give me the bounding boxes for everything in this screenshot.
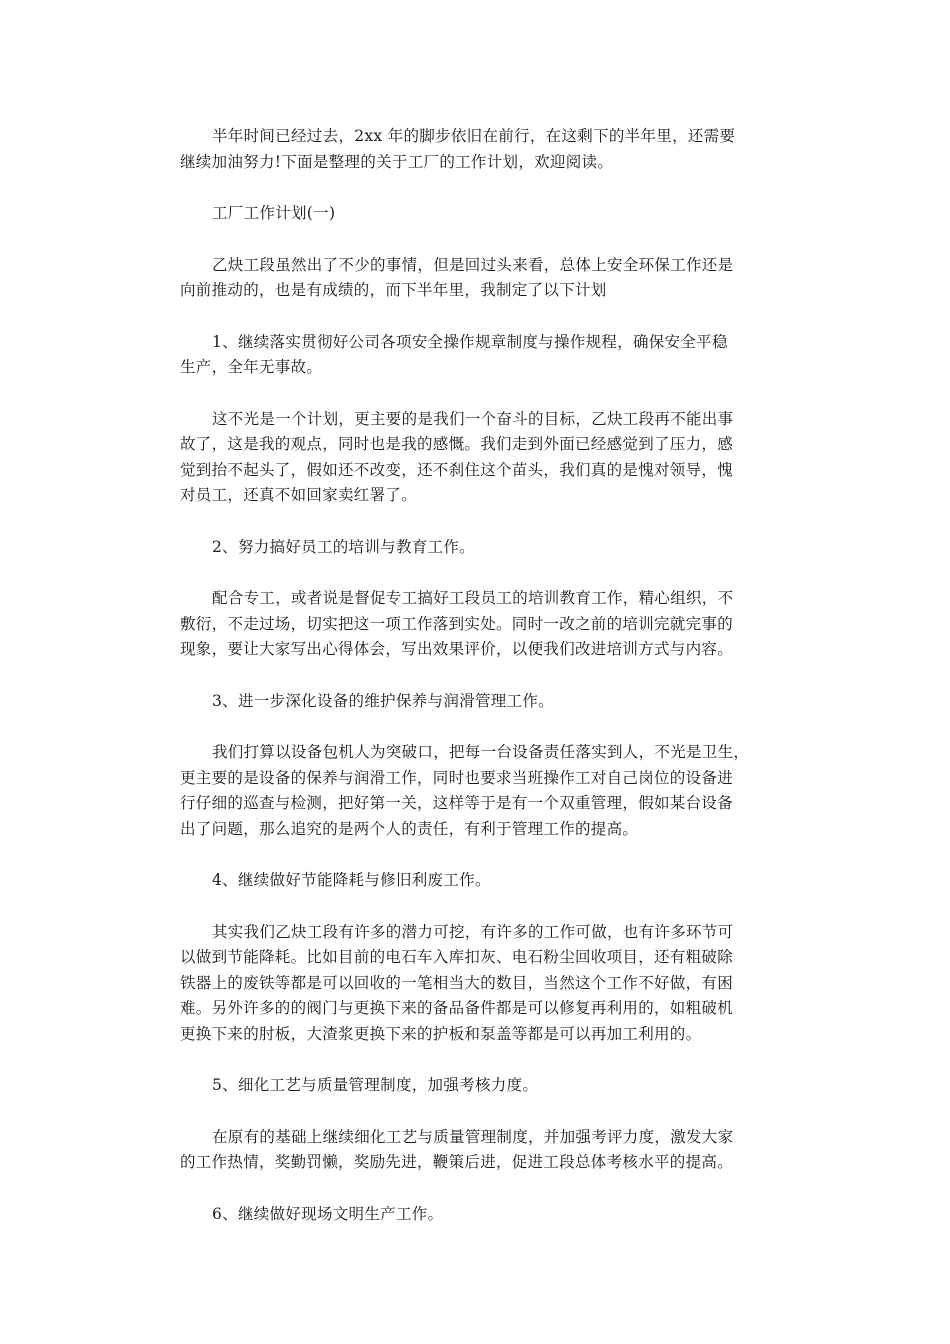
text-line: 半年时间已经过去，2xx 年的脚步依旧在前行，在这剩下的半年里，还需要 xyxy=(212,127,736,145)
text-line: 的工作热情，奖勤罚懒，奖励先进，鞭策后进，促进工段总体考核水平的提高。 xyxy=(180,1153,734,1171)
text-line: 生产，全年无事故。 xyxy=(180,358,323,376)
text-line: 乙炔工段虽然出了不少的事情，但是回过头来看，总体上安全环保工作还是 xyxy=(212,255,734,274)
text-line: 1、继续落实贯彻好公司各项安全操作规章制度与操作规程，确保安全平稳 xyxy=(212,332,728,351)
text-line: 难。另外许多的的阀门与更换下来的备品备件都是可以修复再利用的，如粗破机 xyxy=(180,999,734,1017)
text-line: 对员工，还真不如回家卖红署了。 xyxy=(180,486,418,504)
document-page xyxy=(180,124,772,1253)
plan-item-5: 5、细化工艺与质量管理制度，加强考核力度。 xyxy=(212,1076,539,1094)
text-line: 铁器上的废铁等都是可以回收的一笔相当大的数目，当然这个工作不好做，有困 xyxy=(180,973,734,992)
plan-item-2: 2、努力搞好员工的培训与教育工作。 xyxy=(212,537,475,556)
plan-item-4: 4、继续做好节能降耗与修旧利废工作。 xyxy=(212,871,491,889)
paragraph-5 xyxy=(180,920,772,1048)
paragraph-1 xyxy=(180,253,772,304)
plan-item-1 xyxy=(180,330,772,381)
text-line: 以做到节能降耗。比如目前的电石车入库扣灰、电石粉尘回收项目，还有粗破除 xyxy=(180,948,734,966)
paragraph-6 xyxy=(180,1125,772,1176)
paragraph-2 xyxy=(180,407,772,509)
text-line: 故了，这是我的观点，同时也是我的感慨。我们走到外面已经感觉到了压力，感 xyxy=(180,435,734,453)
text-line: 这不光是一个计划，更主要的是我们一个奋斗的目标，乙炔工段再不能出事 xyxy=(212,409,734,428)
intro-paragraph xyxy=(180,124,772,175)
text-line: 向前推动的，也是有成绩的，而下半年里，我制定了以下计划 xyxy=(180,281,607,299)
text-line: 觉到抬不起头了，假如还不改变，还不刹住这个苗头，我们真的是愧对领导，愧 xyxy=(180,460,734,479)
text-line: 出了问题，那么追究的是两个人的责任，有利于管理工作的提高。 xyxy=(180,819,639,838)
text-line: 其实我们乙炔工段有许多的潜力可挖，有许多的工作可做，也有许多环节可 xyxy=(212,922,734,941)
text-line: 我们打算以设备包机人为突破口，把每一台设备责任落实到人，不光是卫生， xyxy=(212,743,750,761)
text-line: 继续加油努力!下面是整理的关于工厂的工作计划，欢迎阅读。 xyxy=(180,152,614,171)
paragraph-3 xyxy=(180,586,772,663)
text-line: 现象，要让大家写出心得体会，写出效果评价，以便我们改进培训方式与内容。 xyxy=(180,640,734,658)
text-line: 更换下来的肘板，大渣浆更换下来的护板和泵盖等都是可以再加工利用的。 xyxy=(180,1024,702,1043)
plan-item-6: 6、继续做好现场文明生产工作。 xyxy=(212,1204,444,1223)
plan-item-3: 3、进一步深化设备的维护保养与润滑管理工作。 xyxy=(212,691,554,710)
text-line: 敷衍，不走过场，切实把这一项工作落到实处。同时一改之前的培训完就完事的 xyxy=(180,614,734,633)
text-line: 在原有的基础上继续细化工艺与质量管理制度，并加强考评力度，激发大家 xyxy=(212,1127,734,1146)
section-title: 工厂工作计划(一) xyxy=(212,204,336,222)
text-line: 更主要的是设备的保养与润滑工作，同时也要求当班操作工对自己岗位的设备进 xyxy=(180,768,734,787)
paragraph-4 xyxy=(180,740,772,842)
text-line: 配合专工，或者说是督促专工搞好工段员工的培训教育工作，精心组织，不 xyxy=(212,589,734,607)
text-line: 行仔细的巡查与检测，把好第一关，这样等于是有一个双重管理，假如某台设备 xyxy=(180,794,734,812)
